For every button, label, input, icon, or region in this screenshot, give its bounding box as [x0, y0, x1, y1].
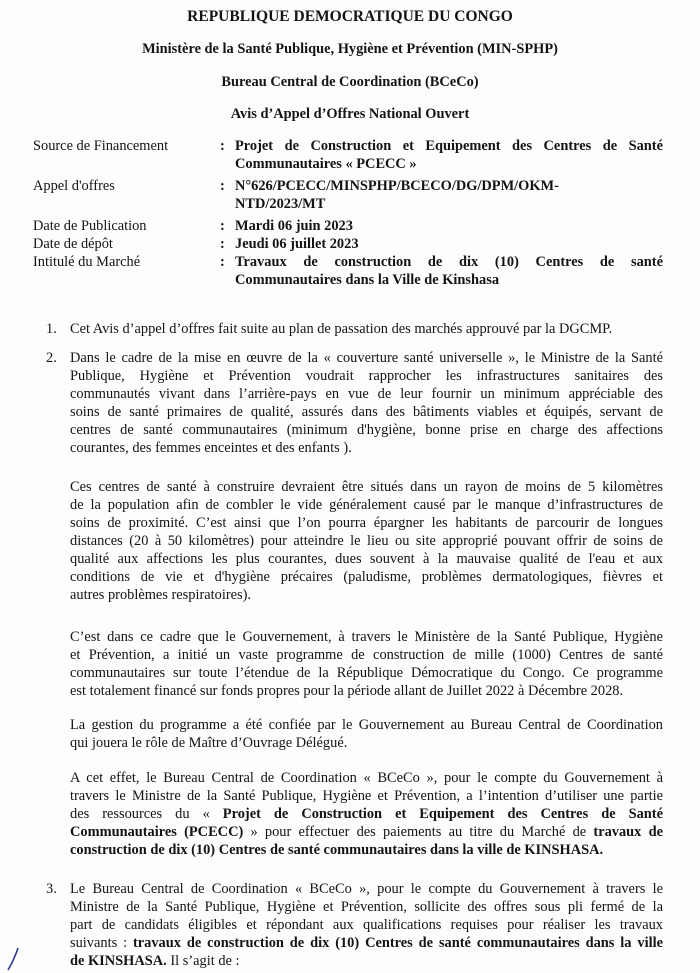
info-value: Mardi 06 juin 2023 — [235, 218, 353, 234]
paragraph-line: qualité aux affections les plus courantes, dues souvent à la mauvaise qualité de l'eau et aux — [70, 551, 663, 567]
paragraph-2c — [70, 628, 663, 700]
info-row-publication — [33, 217, 663, 235]
paragraph-line: C’est dans ce cadre que le Gouvernement, à travers le Ministère de la Santé Publique, Hygiène — [70, 629, 663, 645]
info-label: Date de Publication — [33, 218, 147, 234]
info-value — [235, 253, 663, 289]
info-colon: : — [220, 138, 225, 154]
info-label: Intitulé du Marché — [33, 254, 141, 270]
paragraph-line: Le Bureau Central de Coordination « BCeCo », pour le compte du Gouvernement à travers le — [70, 881, 663, 897]
info-row-deposit — [33, 235, 663, 253]
paragraph-line — [70, 841, 663, 859]
item-number: 2. — [46, 350, 57, 366]
paragraph-line: part de candidats éligibles et répondant aux qualifications requises pour réaliser les travaux — [70, 917, 663, 933]
paragraph-2d — [70, 716, 663, 752]
paragraph-line: autres problèmes respiratoires). — [70, 587, 252, 603]
project-name-bold: Projet de Construction et Equipement des Centres de Santé — [222, 806, 663, 822]
works-bold: construction de dix (10) Centres de santé communautaires dans la ville de KINSHASA. — [70, 842, 604, 858]
info-value-line: N°626/PCECC/MINSPHP/BCECO/DG/DPM/OKM- — [235, 178, 559, 194]
paragraph-line: distances (20 à 50 kilomètres) pour atteindre le lieu ou site approprié pouvant offrir de soins de — [70, 533, 663, 549]
info-colon: : — [220, 178, 225, 194]
item-number: 3. — [46, 881, 57, 897]
notice-title: Avis d’Appel d’Offres National Ouvert — [230, 106, 470, 122]
text-run: suivants : — [70, 935, 133, 951]
paragraph-line: conditions de vie et d'hygiène précaires (paludisme, problèmes dermatologiques, fièvres et — [70, 569, 663, 585]
paragraph-line: qui jouera le rôle de Maître d’Ouvrage Délégué. — [70, 735, 348, 751]
paragraph-line: communautaires sur toute l’étendue de la République Démocratique du Congo. Ce programme — [70, 665, 663, 681]
pen-mark — [6, 946, 20, 972]
item-number: 1. — [46, 321, 57, 337]
paragraph-line: centres de santé communautaires (minimum d'hygiène, bonne prise en charge des affections — [70, 422, 663, 438]
paragraph-line — [70, 823, 663, 841]
paragraph-line: soins de santé primaires de qualité, assurés dans des bâtiments viables et équipés, servant de — [70, 404, 663, 420]
text-run: des ressources du « — [70, 806, 223, 822]
paragraph-line: courantes, des femmes enceintes et des enfants ). — [70, 440, 352, 456]
text-run: » pour effectuer des paiements au titre du Marché de — [243, 824, 594, 840]
paragraph-line: Ministre de la Santé Publique, Hygiène et Prévention, sollicite des offres sous pli fermé de la — [70, 899, 663, 915]
works-bold: travaux de construction de dix (10) Centres de santé communautaires dans la ville — [132, 935, 663, 951]
info-value-line: Communautaires dans la Ville de Kinshasa — [235, 272, 500, 288]
info-colon: : — [220, 218, 225, 234]
paragraph-1 — [70, 320, 663, 338]
header-bureau: Bureau Central de Coordination (BCeCo) — [221, 74, 479, 90]
header-country: REPUBLIQUE DEMOCRATIQUE DU CONGO — [187, 8, 513, 25]
paragraph-2b — [70, 478, 663, 604]
paragraph-line: communautés vivant dans l’arrière-pays en vue de leur fournir un minimum appréciable des — [70, 386, 663, 402]
paragraph-line: travers le Ministre de la Santé Publique, Hygiène et Prévention, a l’intention d’utiliser une partie — [70, 788, 663, 804]
info-value-line: Communautaires « PCECC » — [235, 156, 417, 172]
paragraph-line: est totalement financé sur fonds propres pour la période allant de Juillet 2022 à Décembre 2028. — [70, 683, 624, 699]
info-colon: : — [220, 254, 225, 270]
info-value-line: NTD/2023/MT — [235, 196, 326, 212]
info-value: Jeudi 06 juillet 2023 — [235, 236, 359, 252]
info-table — [33, 137, 663, 289]
info-row-market — [33, 253, 663, 289]
paragraph-line: Dans le cadre de la mise en œuvre de la « couverture santé universelle », le Ministre de la Santé — [70, 350, 663, 366]
project-acronym-bold: Communautaires (PCECC) — [70, 824, 244, 840]
info-row-financing — [33, 137, 663, 173]
paragraph-line: Ces centres de santé à construire devraient être situés dans un rayon de moins de 5 kilomètres — [70, 479, 663, 495]
paragraph-line: soins de proximité. C’est ainsi que l’on pourra épargner les habitants de parcourir de longues — [70, 515, 663, 531]
paragraph-line — [70, 934, 663, 952]
paragraph-line — [70, 952, 663, 970]
header-ministry: Ministère de la Santé Publique, Hygiène et Prévention (MIN-SPHP) — [142, 41, 558, 57]
paragraph-line: A cet effet, le Bureau Central de Coordination « BCeCo », pour le compte du Gouvernement à — [70, 770, 663, 786]
info-colon: : — [220, 236, 225, 252]
text-run: Il s’agit de : — [166, 953, 240, 969]
works-bold: travaux de — [593, 824, 663, 840]
paragraph-line: de la population afin de combler le vide généralement causé par le manque d’infrastructures de — [70, 497, 663, 513]
paragraph-2e — [70, 769, 663, 859]
info-value-line: Projet de Construction et Equipement des Centres de Santé — [235, 138, 663, 154]
info-label: Source de Financement — [33, 138, 169, 154]
city-bold: de KINSHASA. — [70, 953, 167, 969]
paragraph-line: et Prévention, a initié un vaste programme de construction de mille (1000) Centres de santé — [70, 647, 663, 663]
info-label: Appel d'offres — [33, 178, 115, 194]
info-label: Date de dépôt — [33, 236, 113, 252]
info-value — [235, 177, 663, 213]
info-row-tender — [33, 177, 663, 213]
paragraph-line: Publique, Hygiène et Prévention voudrait rapprocher les infrastructures sanitaires des — [70, 368, 663, 384]
info-value — [235, 137, 663, 173]
paragraph-line: La gestion du programme a été confiée par le Gouvernement au Bureau Central de Coordination — [70, 717, 663, 733]
paragraph-2 — [70, 349, 663, 457]
paragraph-line — [70, 805, 663, 823]
info-value-line: Travaux de construction de dix (10) Centres de santé — [235, 254, 663, 270]
paragraph-line: Cet Avis d’appel d’offres fait suite au plan de passation des marchés approuvé par la DGCMP. — [70, 321, 613, 337]
paragraph-3 — [70, 880, 663, 970]
